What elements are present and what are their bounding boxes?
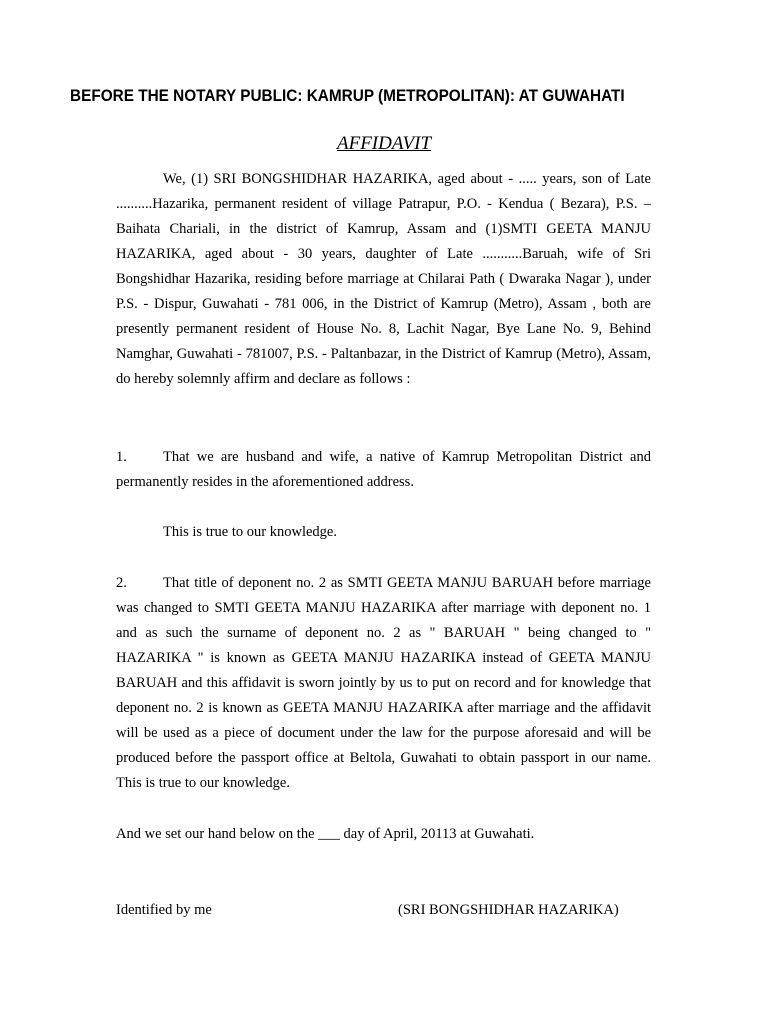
clause-1-text: That we are husband and wife, a native of Kamrup Metropolitan District and permanently resides in the aforementioned address. <box>116 449 651 490</box>
clause-1 <box>116 445 651 495</box>
clause-1-number: 1. <box>116 449 127 465</box>
signatory-name: (SRI BONGSHIDHAR HAZARIKA) <box>398 902 619 918</box>
identified-by-label: Identified by me <box>116 902 212 918</box>
notary-heading: BEFORE THE NOTARY PUBLIC: KAMRUP (METROPOLITAN): AT GUWAHATI <box>70 87 625 105</box>
knowledge-statement: This is true to our knowledge. <box>163 524 337 540</box>
clause-2-text: That title of deponent no. 2 as SMTI GEETA MANJU BARUAH before marriage was changed to SMTI GEETA MANJU HAZARIKA after marriage with deponent no. 1 and as such the surname of deponent no. 2 as " BARUAH " being changed to " HAZARIKA " is known as GEETA MANJU HAZARIKA instead of GEETA MANJU BARUAH and this affidavit is sworn jointly by us to put on record and for knowledge that deponent no. 2 is known as GEETA MANJU HAZARIKA after marriage and the affidavit will be used as a piece of document under the law for the purpose aforesaid and will be produced before the passport office at Beltola, Guwahati to obtain passport in our name. This is true to our knowledge. <box>116 575 651 791</box>
clause-2-number: 2. <box>116 575 127 591</box>
intro-paragraph: We, (1) SRI BONGSHIDHAR HAZARIKA, aged about - ..... years, son of Late ..........Hazarika, permanent resident of village Patrapur, P.O. - Kendua ( Bezara), P.S. – Baihata Chariali, in the district of Kamrup, Assam and (1)SMTI GEETA MANJU HAZARIKA, aged about - 30 years, daughter of Late ...........Baruah, wife of Sri Bongshidhar Hazarika, residing before marriage at Chilarai Path ( Dwaraka Nagar ), under P.S. - Dispur, Guwahati - 781 006, in the District of Kamrup (Metro), Assam , both are presently permanent resident of House No. 8, Lachit Nagar, Bye Lane No. 9, Behind Namghar, Guwahati - 781007, P.S. - Paltanbazar, in the District of Kamrup (Metro), Assam, do hereby solemnly affirm and declare as follows : <box>116 171 651 387</box>
closing-line: And we set our hand below on the ___ day of April, 20113 at Guwahati. <box>116 826 535 842</box>
clause-2 <box>116 571 651 796</box>
document-title: AFFIDAVIT <box>336 133 432 154</box>
